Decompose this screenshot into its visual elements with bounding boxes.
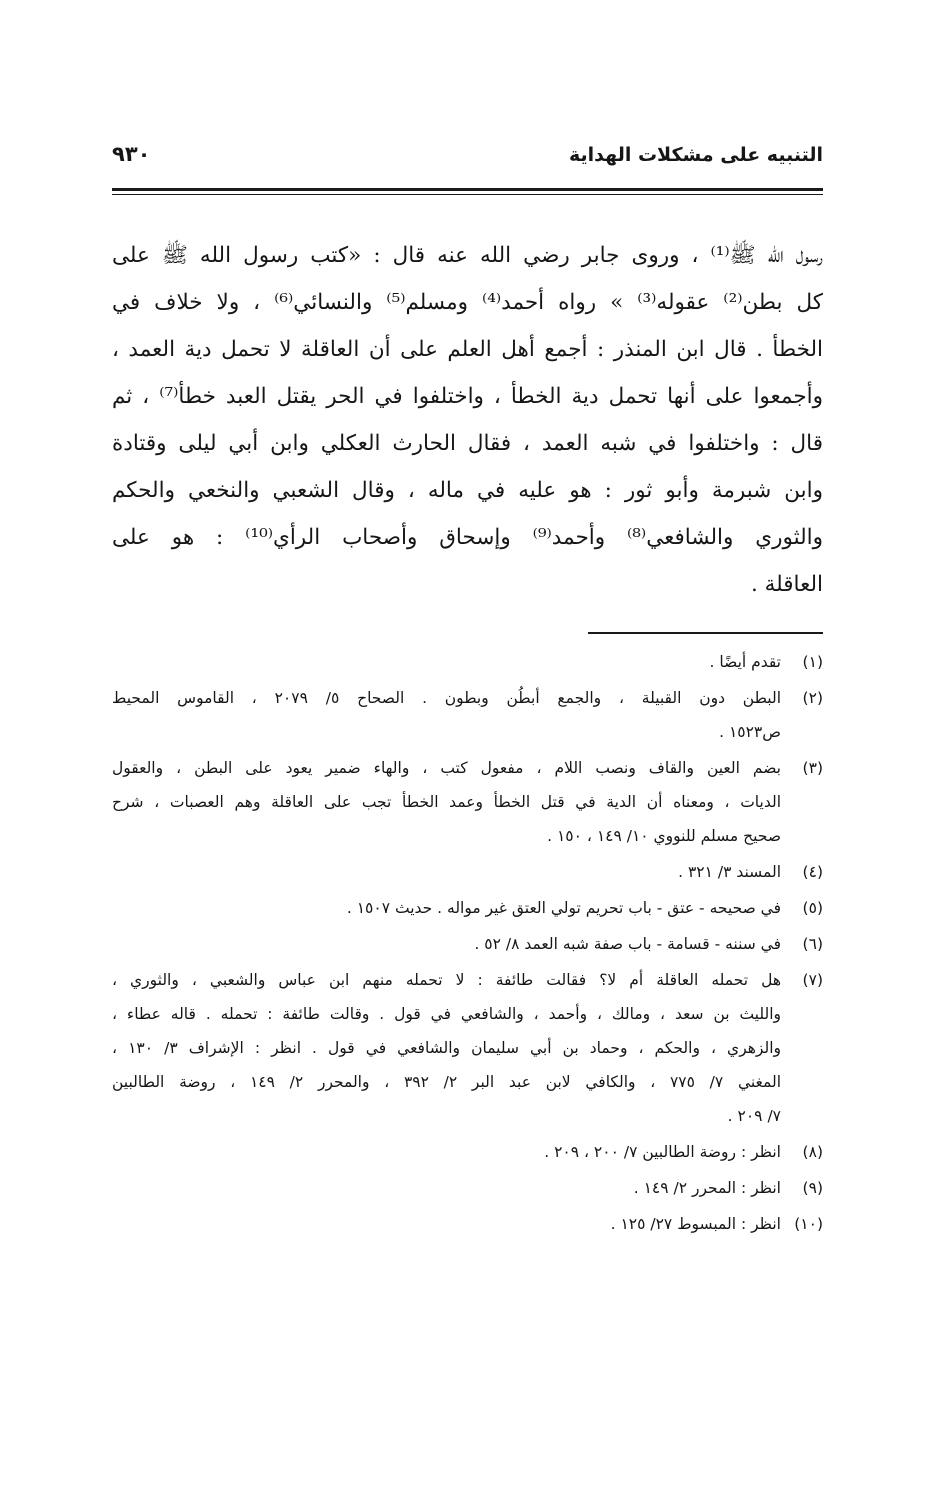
footnote-number: (٨) bbox=[802, 1143, 823, 1161]
footnotes bbox=[112, 645, 823, 1243]
footnote-line: الديات ، ومعناه أن الدية في قتل الخطأ وعمد الخطأ تجب على العاقلة وهم العصبات ، شرح bbox=[112, 793, 781, 811]
footnote bbox=[112, 1135, 823, 1169]
footnote bbox=[112, 681, 823, 749]
footnote-line: انظر : روضة الطالبين ٧/ ٢٠٠ ، ٢٠٩ . bbox=[544, 1143, 781, 1161]
body-line: وابن شبرمة وأبو ثور : هو عليه في ماله ، وقال الشعبي والنخعي والحكم bbox=[112, 478, 823, 503]
footnote-number: (٧) bbox=[802, 971, 823, 989]
header-rule-thin bbox=[112, 194, 823, 195]
footnote-number: (٤) bbox=[802, 863, 823, 881]
body-line: والثوري والشافعي⁽⁸⁾ وأحمد⁽⁹⁾ وإسحاق وأصحاب الرأي⁽¹⁰⁾ : هو على bbox=[112, 525, 823, 550]
footnote bbox=[112, 891, 823, 925]
footnote-line: بضم العين والقاف ونصب اللام ، مفعول كتب ، والهاء ضمير يعود على البطن ، والعقول bbox=[112, 759, 781, 777]
body-line: وأجمعوا على أنها تحمل دية الخطأ ، واختلفوا في الحر يقتل العبد خطأ⁽⁷⁾ ، ثم bbox=[112, 384, 823, 409]
footnote-line: تقدم أيضًا . bbox=[709, 653, 781, 671]
footnote-text bbox=[112, 855, 781, 889]
footnote-separator bbox=[588, 632, 823, 634]
footnote-text bbox=[112, 751, 781, 853]
body-line: كل بطن⁽²⁾ عقوله⁽³⁾ » رواه أحمد⁽⁴⁾ ومسلم⁽⁵⁾ والنسائي⁽⁶⁾ ، ولا خلاف في bbox=[112, 290, 823, 315]
footnote-line: انظر : المبسوط ٢٧/ ١٢٥ . bbox=[610, 1215, 781, 1233]
footnote-line: صحيح مسلم للنووي ١٠/ ١٤٩ ، ١٥٠ . bbox=[547, 827, 781, 845]
footnote-text bbox=[112, 1135, 781, 1169]
footnote bbox=[112, 1207, 823, 1241]
footnote bbox=[112, 645, 823, 679]
body-line: العاقلة . bbox=[750, 572, 823, 597]
footnote-line: والزهري ، والحكم ، وحماد بن أبي سليمان والشافعي في قول . انظر : الإشراف ٣/ ١٣٠ ، bbox=[112, 1039, 781, 1057]
footnote bbox=[112, 855, 823, 889]
footnote bbox=[112, 751, 823, 853]
footnote-text bbox=[112, 1207, 781, 1241]
footnote-line: ٧/ ٢٠٩ . bbox=[727, 1107, 781, 1125]
footnote-number: (٥) bbox=[802, 899, 823, 917]
running-title: التنبيه على مشكلات الهداية bbox=[569, 144, 823, 166]
footnote-line: والليث بن سعد ، ومالك ، وأحمد ، والشافعي في قول . وقالت طائفة : تحمله . قاله عطاء ، bbox=[112, 1005, 781, 1023]
footnote-number: (٢) bbox=[802, 689, 823, 707]
footnote-line: المسند ٣/ ٣٢١ . bbox=[678, 863, 781, 881]
body-line: قال : واختلفوا في شبه العمد ، فقال الحارث العكلي وابن أبي ليلى وقتادة bbox=[112, 431, 823, 456]
footnote-text bbox=[112, 645, 781, 679]
footnote-line: انظر : المحرر ٢/ ١٤٩ . bbox=[633, 1179, 781, 1197]
footnote-line: في صحيحه - عتق - باب تحريم تولي العتق غير مواله . حديث ١٥٠٧ . bbox=[346, 899, 781, 917]
footnote-text bbox=[112, 1171, 781, 1205]
footnote-line: ص١٥٢٣ . bbox=[719, 723, 781, 741]
footnote bbox=[112, 1171, 823, 1205]
footnote-text bbox=[112, 681, 781, 749]
body-line: رسول الله ﷺ⁽¹⁾ ، وروى جابر رضي الله عنه قال : «كتب رسول الله ﷺ على bbox=[112, 243, 823, 268]
header-rule-thick bbox=[112, 188, 823, 191]
main-body-text bbox=[112, 232, 823, 608]
footnote-number: (١٠) bbox=[794, 1215, 823, 1233]
footnote bbox=[112, 927, 823, 961]
footnote-number: (٩) bbox=[802, 1179, 823, 1197]
page-number: ٩٣٠ bbox=[112, 142, 151, 166]
footnote bbox=[112, 963, 823, 1133]
footnote-text bbox=[112, 891, 781, 925]
footnote-line: البطن دون القبيلة ، والجمع أبطُن وبطون . الصحاح ٥/ ٢٠٧٩ ، القاموس المحيط bbox=[112, 689, 781, 707]
footnote-line: في سننه - قسامة - باب صفة شبه العمد ٨/ ٥٢ . bbox=[474, 935, 781, 953]
footnote-line: المغني ٧/ ٧٧٥ ، والكافي لابن عبد البر ٢/ ٣٩٢ ، والمحرر ٢/ ١٤٩ ، روضة الطالبين bbox=[112, 1073, 781, 1091]
footnote-number: (٦) bbox=[802, 935, 823, 953]
footnote-text bbox=[112, 963, 781, 1133]
footnote-line: هل تحمله العاقلة أم لا؟ فقالت طائفة : لا تحمله منهم ابن عباس والشعبي ، والثوري ، bbox=[112, 971, 781, 989]
footnote-text bbox=[112, 927, 781, 961]
body-line: الخطأ . قال ابن المنذر : أجمع أهل العلم على أن العاقلة لا تحمل دية العمد ، bbox=[112, 337, 823, 362]
footnote-number: (٣) bbox=[802, 759, 823, 777]
footnote-number: (١) bbox=[802, 653, 823, 671]
page-header bbox=[112, 142, 823, 188]
